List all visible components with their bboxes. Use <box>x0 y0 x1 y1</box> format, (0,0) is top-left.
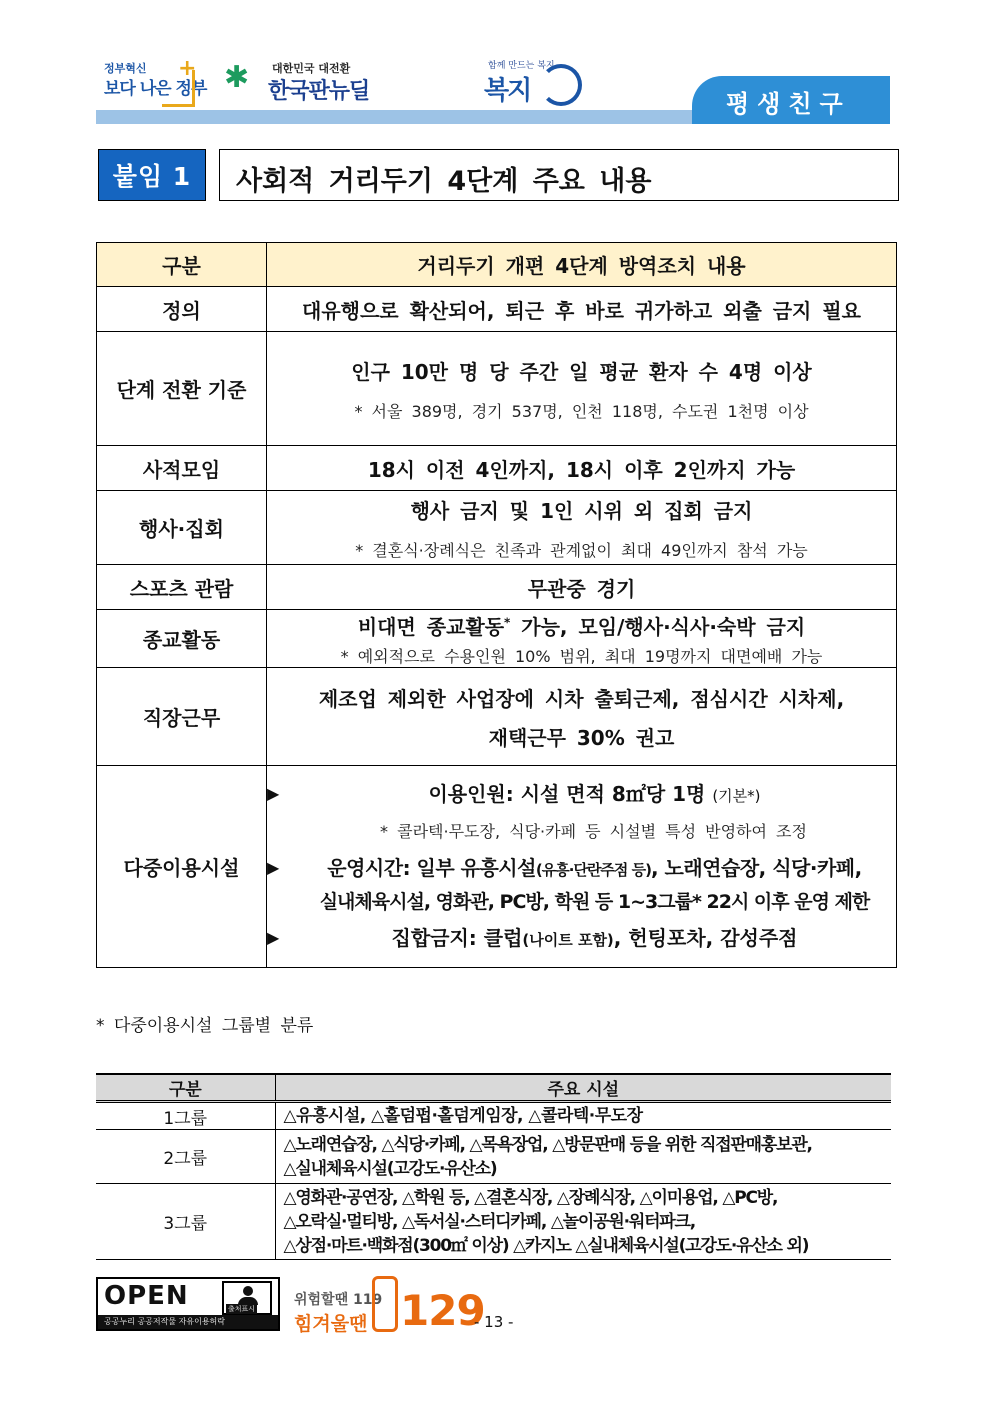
open-license-logo: OPEN 출처표시 공공누리 공공저작물 자유이용허락 <box>96 1277 280 1331</box>
group-table <box>96 1073 891 1260</box>
table-header-row <box>97 243 897 287</box>
group-label: 1그룹 <box>96 1102 275 1130</box>
header-tab: 평생친구 <box>692 76 890 124</box>
facilities-bullet-hours: ▶ 운영시간: 일부 유흥시설(유흥·단란주점 등), 노래연습장, 식당·카페, 실내체육시설, 영화관, PC방, 학원 등 1~3그룹* 22시 이후 운영 제한 <box>267 852 896 918</box>
table-row <box>96 1184 891 1260</box>
bullet-triangle-icon: ▶ <box>267 783 280 803</box>
hardship-text: 힘겨울땐 <box>294 1313 368 1335</box>
row-label-events: 행사·집회 <box>97 491 267 565</box>
row-label-gathering: 사적모임 <box>97 446 267 491</box>
row-label-definition: 정의 <box>97 287 267 332</box>
events-note: * 결혼식·장례식은 친족과 관계없이 최대 49인까지 참석 가능 <box>355 540 808 560</box>
group-header-category: 구분 <box>96 1074 275 1102</box>
table-row <box>97 287 897 332</box>
phone-icon <box>372 1276 398 1332</box>
religion-note: * 예외적으로 수용인원 10% 범위, 최대 19명까지 대면예배 가능 <box>340 646 823 666</box>
gathering-text: 18시 이전 4인까지, 18시 이후 2인까지 가능 <box>267 446 897 491</box>
table-row <box>97 446 897 491</box>
facilities-bullet-capacity: ▶ 이용인원: 시설 면적 8㎡당 1명 (기본*) <box>267 778 896 812</box>
criteria-note: * 서울 389명, 경기 537명, 인천 118명, 수도권 1천명 이상 <box>354 401 809 421</box>
table-row <box>96 1130 891 1184</box>
table-row <box>97 766 897 968</box>
group-note: * 다중이용시설 그룹별 분류 <box>96 1016 314 1036</box>
facilities-bullet-ban: ▶ 집합금지: 클럽(나이트 포함), 헌팅포차, 감성주점 <box>267 922 896 956</box>
group-label: 2그룹 <box>96 1130 275 1184</box>
emergency-119-text: 위험할땐 119 <box>294 1292 383 1308</box>
facilities-note: * 콜라텍·무도장, 식당·카페 등 시설별 특성 반영하여 조정 <box>380 821 807 841</box>
row-label-sports: 스포츠 관람 <box>97 565 267 610</box>
attachment-badge: 붙임 1 <box>98 149 206 201</box>
workplace-line1: 제조업 제외한 사업장에 시차 출퇴근제, 점심시간 시차제, <box>318 686 845 711</box>
header-content: 거리두기 개편 4단계 방역조치 내용 <box>267 243 897 287</box>
gov-innovation-logo: 정부혁신 보다 나은 정부 + <box>104 60 200 106</box>
row-label-facilities: 다중이용시설 <box>97 766 267 968</box>
page-title: 사회적 거리두기 4단계 주요 내용 <box>219 149 899 201</box>
group-header-facilities: 주요 시설 <box>275 1074 891 1102</box>
row-label-criteria: 단계 전환 기준 <box>97 332 267 446</box>
group-facilities: △영화관·공연장, △학원 등, △결혼식장, △장례식장, △이미용업, △PC방, △오락실·멀티방, △독서실·스터디카페, △놀이공원·워터파크, △상점·마트·백화점(300㎡ 이상) △카지노 △실내체육시설(고강도·유산소 외) <box>275 1184 891 1260</box>
bullet-triangle-icon: ▶ <box>267 927 280 947</box>
hotline-129: 129 <box>400 1286 485 1335</box>
group-header-row <box>96 1074 891 1102</box>
welfare-logo: 함께 만드는 복지 복지 <box>480 58 580 106</box>
korean-new-deal-logo: ✱ 대한민국 대전환 한국판뉴딜 <box>224 60 370 104</box>
measures-table <box>96 242 897 968</box>
table-row <box>97 332 897 446</box>
events-text: 행사 금지 및 1인 시위 외 집회 금지 <box>410 498 753 523</box>
group-facilities: △유흥시설, △홀덤펍·홀덤게임장, △콜라텍·무도장 <box>275 1102 891 1130</box>
table-row <box>97 668 897 766</box>
sports-text: 무관중 경기 <box>267 565 897 610</box>
row-label-workplace: 직장근무 <box>97 668 267 766</box>
table-row <box>96 1102 891 1130</box>
bullet-triangle-icon: ▶ <box>267 857 280 877</box>
row-label-religion: 종교활동 <box>97 610 267 668</box>
header-category: 구분 <box>97 243 267 287</box>
group-label: 3그룹 <box>96 1184 275 1260</box>
table-row <box>97 491 897 565</box>
page-number: - 13 - <box>474 1313 514 1331</box>
definition-text: 대유행으로 확산되어, 퇴근 후 바로 귀가하고 외출 금지 필요 <box>267 287 897 332</box>
religion-text: 비대면 종교활동* 가능, 모임/행사·식사·숙박 금지 <box>357 614 806 639</box>
table-row <box>97 610 897 668</box>
group-facilities: △노래연습장, △식당·카페, △목욕장업, △방문판매 등을 위한 직접판매홍보관, △실내체육시설(고강도·유산소) <box>275 1130 891 1184</box>
workplace-line2: 재택근무 30% 권고 <box>488 725 675 750</box>
star-icon: ✱ <box>224 60 250 95</box>
criteria-text: 인구 10만 명 당 주간 일 평균 환자 수 4명 이상 <box>351 359 812 384</box>
table-row <box>97 565 897 610</box>
